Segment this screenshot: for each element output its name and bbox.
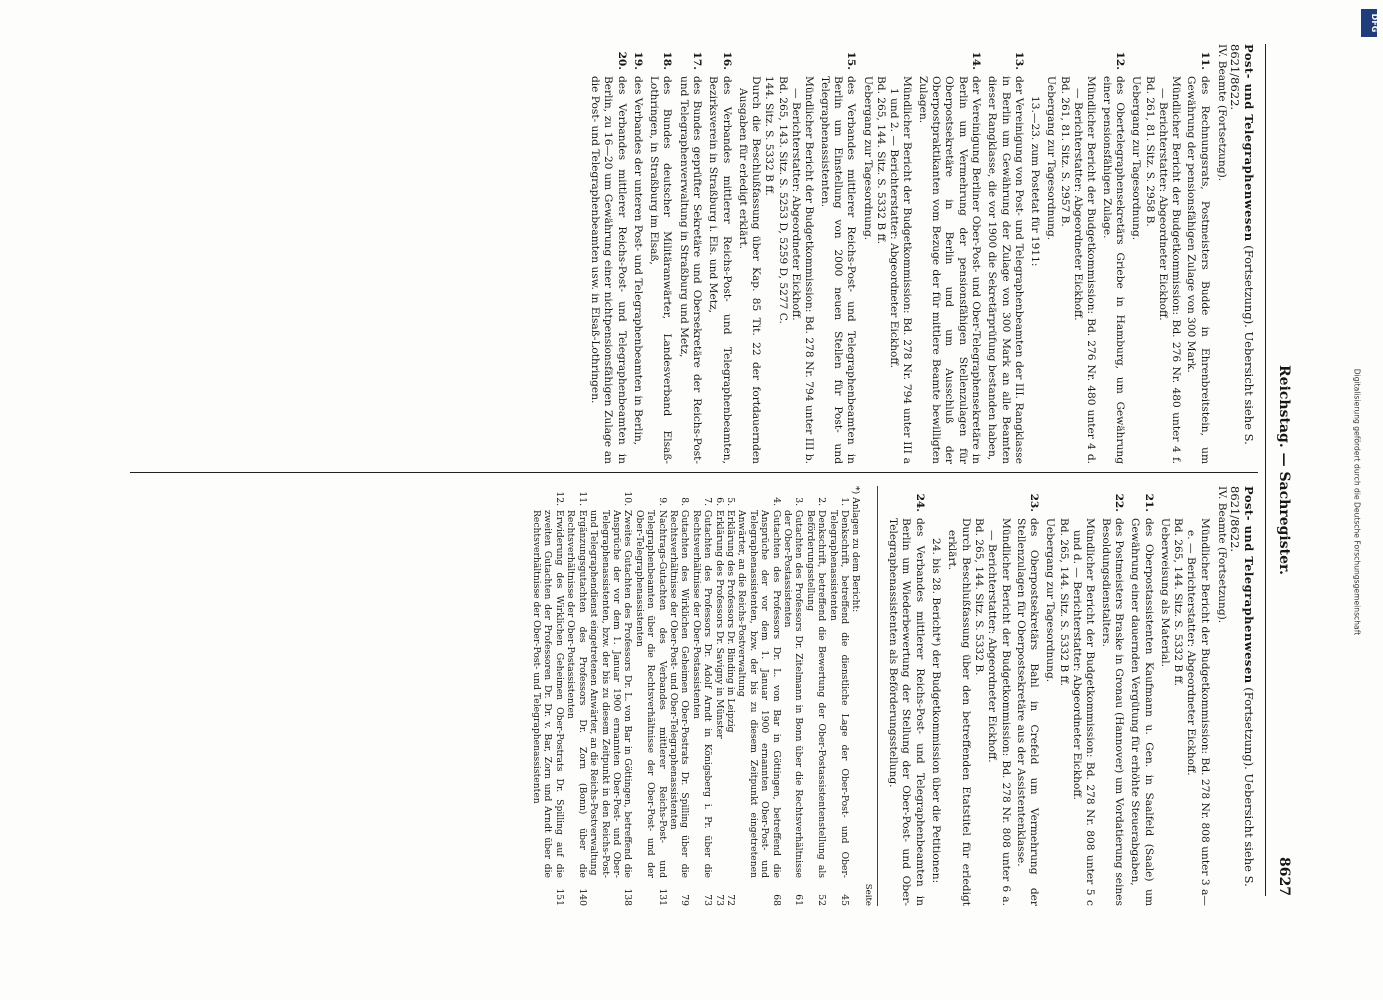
- annex-item: [827, 486, 850, 906]
- annex-text: Erklärung des Professors Dr. Savigny in Münster: [713, 510, 725, 739]
- left-section-title: Post- und Telegraphenwesen: [1242, 44, 1256, 242]
- entry-number: 14.: [969, 51, 982, 70]
- annex-page: 68: [770, 894, 782, 906]
- annex-item: [565, 486, 588, 906]
- petition-entry: [1014, 486, 1041, 906]
- entry-number: 11.: [1198, 51, 1211, 70]
- entry-text: des Bundes geprüfter Sekretäre und Obersekretäre der Reichs-Post- und Telegraphenverwaltung in Straßburg und Metz,: [677, 76, 704, 464]
- entry-number: 18.: [661, 51, 674, 70]
- annex-number: 10.: [622, 491, 634, 506]
- annex-item: [804, 486, 827, 906]
- petition-entry: [706, 44, 733, 464]
- annex-item: [725, 486, 736, 906]
- annex-page: 45: [839, 894, 851, 906]
- entry-text: des Bundes deutscher Militäranwärter, Landesverband Elsaß-Lothringen, in Straßburg im Elsaß,: [648, 76, 674, 464]
- annex-page: 140: [576, 888, 588, 906]
- entry-detail: Bd. 265, 144. Sitz. S. 5332 B.: [972, 518, 985, 676]
- annex-item: [633, 486, 667, 906]
- annex-page: 79: [679, 894, 691, 906]
- annex-item: [713, 486, 724, 906]
- petition-entry: [647, 44, 674, 464]
- entry-number: 17.: [691, 51, 704, 70]
- dfg-logo-icon: [1360, 8, 1378, 38]
- annex-number: 9.: [656, 497, 668, 506]
- petition-entry: [817, 44, 857, 464]
- annex-number: 6.: [713, 497, 725, 506]
- intro-detail: Ueberweisung als Material.: [1158, 518, 1171, 667]
- entry-detail: Bd. 261, 81. Sitz. S. 2958 B.: [1143, 76, 1156, 227]
- entry-number: 13.: [1012, 51, 1025, 70]
- page-header: [1270, 44, 1292, 896]
- petition-entry: [1028, 44, 1041, 464]
- annex-text: Gutachten des Wirklichen Geheimen Ober-Postrats Dr. Spilling über die Rechtsverhältnisse der Ober-Post- und Ober-Telegraphenassistenten: [667, 510, 691, 878]
- entry-number: 15.: [845, 51, 858, 70]
- right-section-title: Post- und Telegraphenwesen: [1242, 486, 1256, 684]
- annex-text: Ergänzungsgutachten des Professors Dr. Zorn (Bonn) über die Rechtsverhältnisse der Ober-Postassistenten: [565, 510, 588, 878]
- annex-page: 131: [656, 888, 668, 906]
- entry-number: 21.: [1142, 493, 1155, 512]
- petition-entry: [1099, 44, 1126, 464]
- entry-number: 12.: [1113, 51, 1126, 70]
- annex-number: 5.: [725, 497, 736, 506]
- annex-text: Zweites Gutachten des Professors Dr. L. von Bar in Göttingen, betreffend die Ansprüche der vor dem 1. Januar 1900 ernannten Ober-Post- und Ober-Telegraphenassistenten, bzw. der bis zu diesem Zeitpunkt in den Reichs-Post- und Telegraphendienst eingetretenen Anwärter, an die Reichs-Postverwaltung: [588, 510, 634, 878]
- petition-entry: [1128, 486, 1155, 906]
- entry-detail: Uebergang zur Tagesordnung.: [861, 76, 874, 241]
- annex-item: [531, 486, 565, 906]
- entry-text: des Oberpostsekretärs Bahl in Crefeld um Vermehrung der Stellenzulagen für Oberpostsekretäre aus der Assistentenklasse.: [1014, 518, 1041, 906]
- intro-detail: Mündlicher Bericht der Budgetkommission: Bd. 278 Nr. 808 unter 3 a—e. — Berichterstatter: Abgeordneter Eickhoff.: [1185, 518, 1211, 906]
- petition-entry: [915, 44, 981, 464]
- entry-detail: Uebergang zur Tagesordnung.: [1045, 76, 1058, 241]
- right-section-heading: [1228, 486, 1256, 906]
- petition-entry: [676, 44, 703, 464]
- dfg-logo-text: DFG: [1370, 13, 1379, 33]
- right-section-suffix: (Fortsetzung). Uebersicht siehe S. 8621/8622.: [1228, 486, 1256, 887]
- annex-number: 11.: [576, 491, 588, 506]
- annex-item: [588, 486, 634, 906]
- entry-detail: Mündlicher Bericht der Budgetkommission: Bd. 278 Nr. 794 unter III a 1 und 2. — Berichterstatter: Abgeordneter Eickhoff.: [888, 76, 914, 464]
- right-column: [531, 486, 1256, 906]
- entry-number: 20.: [615, 51, 628, 70]
- entry-number: 16.: [720, 51, 733, 70]
- entry-detail: Uebergang zur Tagesordnung.: [1130, 76, 1143, 241]
- entry-text: des Verbandes mittlerer Reichs-Post- und Telegraphenbeamten, Bezirksverein in Straßburg i. Els. und Metz,: [707, 76, 733, 464]
- entry-text: des Postmeisters Braske in Gronau (Hannover) um Vordatierung seines Besoldungsdienstalters.: [1099, 518, 1125, 906]
- annex-heading: *) Anlagen zu dem Bericht:: [850, 486, 862, 613]
- entry-detail: Mündlicher Bericht der Budgetkommission: Bd. 278 Nr. 794 unter III b. — Berichterstatter: Abgeordneter Eickhoff.: [790, 76, 816, 464]
- annex-list: [531, 486, 873, 906]
- column-divider: [130, 472, 1258, 473]
- entry-detail: Mündlicher Bericht der Budgetkommission: Bd. 276 Nr. 480 unter 4 d. — Berichterstatter: Abgeordneter Eickhoff.: [1072, 76, 1098, 464]
- digitization-credit: [1348, 12, 1366, 992]
- annex-number: 3.: [793, 497, 805, 506]
- annex-page: 73: [702, 894, 714, 906]
- rotated-page-content: [20, 20, 1320, 920]
- annex-items: [531, 486, 850, 906]
- left-section-suffix: (Fortsetzung). Uebersicht siehe S. 8621/8622.: [1228, 44, 1256, 445]
- header-title: Reichstag. — Sachregister.: [1276, 365, 1292, 575]
- petition-entry: [631, 44, 644, 464]
- entry-detail: Uebergang zur Tagesordnung.: [1044, 518, 1057, 683]
- entry-text: der Vereinigung von Post- und Telegraphenbeamten der III. Rangklasse in Berlin um Gewährung der Zulage von 300 Mark an alle Beamten dieser Rangklasse, die vor 1900 die Sekretärprüfung bestanden haben,: [986, 76, 1025, 464]
- annex-text: Erwiderung des Wirklichen Geheimen Ober-Postrats Dr. Spilling auf die zweiten Gutachten der Professoren Dr. Dr. v. Bar, Zorn und Arndt über die Rechtsverhältnisse der Ober-Post- und Telegraphenassistenten: [531, 510, 565, 878]
- entry-number: [1028, 44, 1041, 76]
- annex-text: Denkschrift, betreffend die Bewertung der Ober-Postassistentenstellung als Beförderungsstellung: [804, 510, 828, 878]
- intro-detail: Bd. 265, 144. Sitz. S. 5332 B ff.: [1172, 518, 1185, 687]
- entry-detail: Durch Beschlußfassung über den betreffenden Etatstitel für erledigt erklärt.: [946, 518, 972, 906]
- right-subsection: IV. Beamte (Fortsetzung).: [1216, 486, 1228, 624]
- annex-page: 138: [622, 888, 634, 906]
- entry-detail: Mündlicher Bericht der Budgetkommission: Bd. 276 Nr. 480 unter 4 f. — Berichterstatter: Abgeordneter Eickhoff.: [1156, 76, 1183, 464]
- page-number: 8627: [1276, 857, 1292, 896]
- annex-number: 1.: [839, 497, 851, 506]
- entry-number: [929, 486, 942, 518]
- petition-entry: [588, 44, 628, 464]
- annex-item: [690, 486, 713, 906]
- annex-page: 73: [713, 894, 725, 906]
- annex-text: Gutachten des Professors Dr. L. von Bar in Göttingen, betreffend die Ansprüche der vor dem 1. Januar 1900 ernannten Ober-Post- und Telegraphenassistenten, bzw. der bis zu diesem Zeitpunkt eingetretenen Anwärter, an die Reichs-Postverwaltung: [736, 510, 782, 878]
- left-entries: [588, 44, 1211, 464]
- left-subsection: IV. Beamte (Fortsetzung).: [1216, 44, 1228, 182]
- annex-page: 72: [725, 894, 736, 906]
- annex-page: 61: [793, 894, 805, 906]
- entry-text: des Verbandes der unteren Post- und Telegraphenbeamten in Berlin,: [631, 76, 644, 446]
- right-intro-details: [1158, 486, 1211, 906]
- header-rule: [1265, 44, 1266, 896]
- annex-number: 4.: [770, 497, 782, 506]
- petition-entry: [886, 486, 926, 906]
- entry-text: der Vereinigung Berliner Ober-Post- und Ober-Telegraphensekretäre in Berlin um Vermehrung der pensionsfähigen Stellenzulagen für Oberpostsekretäre in Berlin und um Ausschluß der Oberpostpraktikanten vom Bezuge der für mittlere Beamte bewilligten Zulagen.: [916, 76, 982, 464]
- annex-text: Denkschrift, betreffend die dienstliche Lage der Ober-Post- und Ober-Telegraphenassistenten: [827, 510, 851, 878]
- entry-text: des Rechnungsrats, Postmeisters Budde in Ehrenbreitstein, um Gewährung der pensionsfähigen Zulage von 300 Mark.: [1185, 76, 1211, 464]
- entry-text: des Oberpostassistenten Kaufmann u. Gen. in Saalfeld (Saale) um Gewährung einer dauernden Vergütung für erhöhte Steuerabgaben,: [1129, 518, 1155, 906]
- annex-text: Gutachten des Professors Dr. Adolf Arndt in Königsberg i. Pr. über die Rechtsverhältnisse der Ober-Postassistenten: [690, 510, 714, 878]
- entry-text: des Verbandes mittlerer Reichs-Post- und Telegraphenbeamten in Berlin, zu 16—20 um Gewährung einer nichtpensionsfähigen Zulage an die Post- und Telegraphenbeamten usw. in Elsaß-Lothringen.: [588, 76, 628, 464]
- seite-label: Seite: [862, 883, 873, 906]
- annex-item: [668, 486, 691, 906]
- petition-entry: [1098, 486, 1125, 906]
- entry-detail: Durch die Beschlußfassung über Kap. 85 Tit. 22 der fortdauernden Ausgaben für erledigt erklärt.: [736, 76, 763, 464]
- annex-page: 52: [816, 894, 828, 906]
- entry-text: des Verbandes mittlerer Reichs-Post- und Telegraphenbeamten in Berlin um Wiederbewertung der Stellung der Ober-Post- und Ober-Telegraphenassistenten als Beförderungsstellung.: [887, 518, 926, 906]
- entry-detail: Bd. 265, 143. Sitz. S. 5253 D, 5259 D, 5277 C.: [776, 76, 789, 324]
- left-section-heading: [1228, 44, 1256, 464]
- left-column: [586, 44, 1256, 464]
- entry-text: 24. bis 28. Bericht*) der Budgetkommission über die Petitionen:: [930, 538, 943, 884]
- entry-text: des Verbandes mittlerer Reichs-Post- und Telegraphenbeamten in Berlin um Einstellung von 2000 neuen Stellen für Post- und Telegraphenassistenten.: [818, 76, 858, 464]
- entry-detail: Mündlicher Bericht der Budgetkommission: Bd. 278 Nr. 808 unter 6 a. — Berichterstatter: Abgeordneter Eickhoff.: [986, 518, 1012, 906]
- entry-number: 22.: [1112, 493, 1125, 512]
- entry-number: 23.: [1028, 493, 1041, 512]
- entry-number: 24.: [913, 493, 926, 512]
- entry-detail: Bd. 265, 144. Sitz. S. 5332 B ff.: [1057, 518, 1070, 687]
- entry-text: 13.—23. zum Postetat für 1911:: [1029, 96, 1042, 267]
- annex-text: Nachtrags-Gutachten des Verbandes mittlerer Reichs-Post- und Telegraphenbeamten über die Rechtsverhältnisse der Ober-Post- und der Ober-Telegraphenassistenten: [633, 510, 668, 878]
- annex-number: 7.: [702, 497, 714, 506]
- annex-number: 2.: [816, 497, 828, 506]
- credit-text: Digitalisierung gefördert durch die Deutsche Forschungsgemeinschaft: [1352, 368, 1362, 636]
- annex-item: [736, 486, 782, 906]
- petition-entry: [985, 44, 1025, 464]
- annex-number: 12.: [553, 491, 565, 506]
- annex-text: Gutachten des Professors Dr. Zitelmann in Bonn über die Rechtsverhältnisse der Ober-Postassistenten: [782, 510, 805, 878]
- petition-entry: [929, 486, 942, 906]
- annex-item: [782, 486, 805, 906]
- petition-entry: [1184, 44, 1211, 464]
- entry-number: 19.: [631, 51, 644, 70]
- annex-text: Erklärung des Professors Dr. Binding in Leipzig: [725, 510, 736, 733]
- entry-detail: 144. Sitz. S. 5332 B ff.: [763, 76, 776, 196]
- entry-detail: Bd. 265, 144. Sitz. S. 5332 B ff.: [874, 76, 887, 245]
- footnote-rule: [877, 486, 878, 906]
- entry-detail: Mündlicher Bericht der Budgetkommission: Bd. 278 Nr. 808 unter 5 c und d. — Berichterstatter: Abgeordneter Eickhoff.: [1071, 518, 1097, 906]
- entry-text: des Obertelegraphensekretärs Griebe in Hamburg, um Gewährung einer pensionsfähigen Zulage.: [1100, 76, 1126, 464]
- entry-detail: Bd. 261, 81. Sitz. S. 2957 B.: [1058, 76, 1071, 227]
- annex-page: 151: [553, 888, 565, 906]
- right-entries: [886, 486, 1155, 906]
- annex-number: 8.: [679, 497, 691, 506]
